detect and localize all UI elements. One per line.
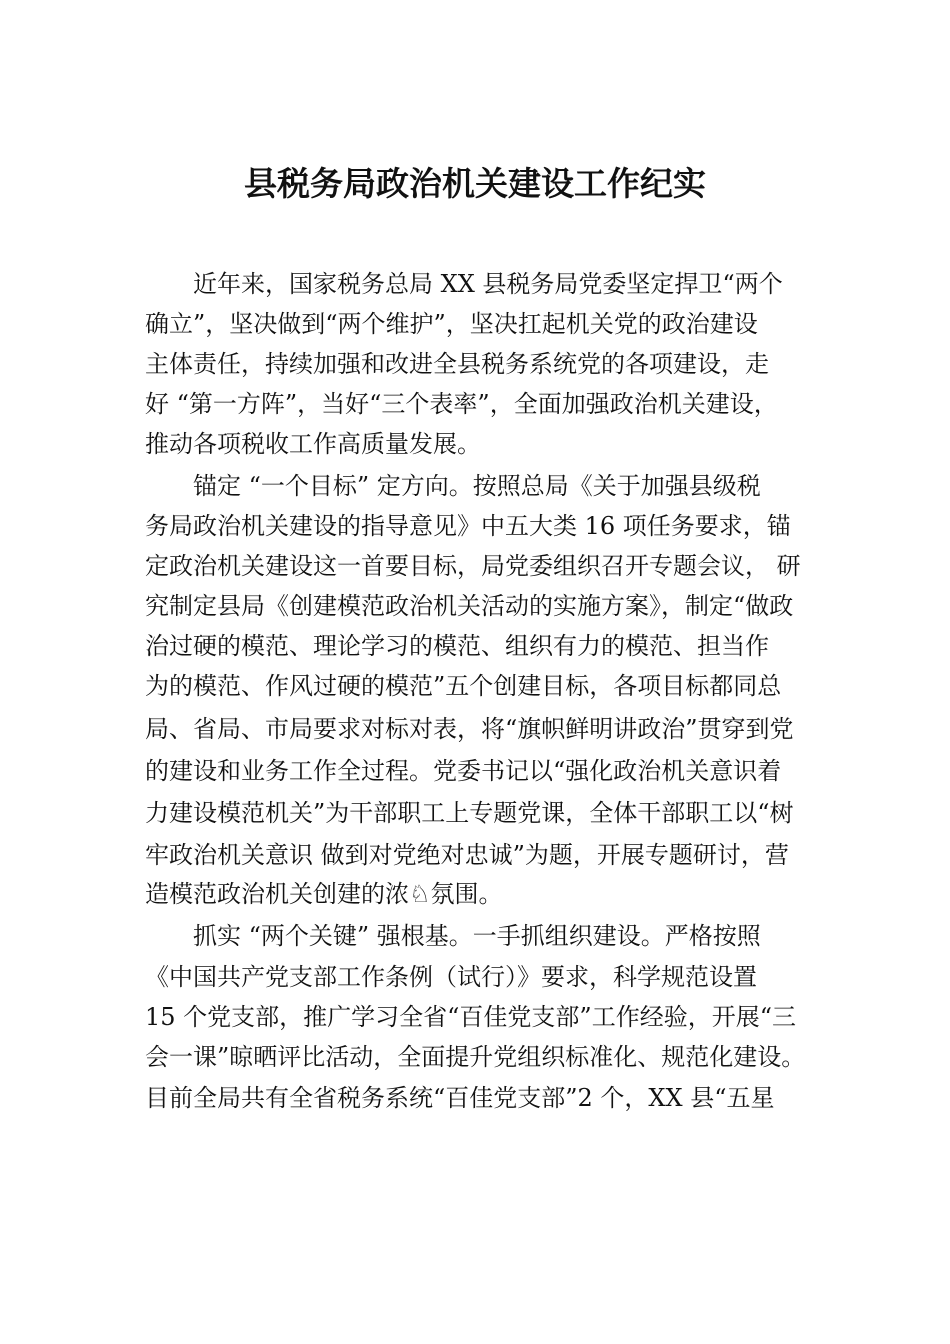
paragraph-2-line-6: 为的模范、作风过硬的模范”五个创建目标，各项目标都同总 [145, 672, 782, 700]
paragraph-3-line-2: 《中国共产党支部工作条例（试行）》要求，科学规范设置 [145, 963, 757, 991]
paragraph-2-line-2: 务局政治机关建设的指导意见》中五大类 16 项任务要求，锚 [145, 512, 791, 540]
paragraph-2-line-3: 定政治机关建设这一首要目标，局党委组织召开专题会议， 研 [145, 552, 801, 580]
paragraph-2-line-4: 究制定县局《创建模范政治机关活动的实施方案》，制定“做政 [145, 592, 794, 620]
paragraph-1-line-1: 近年来，国家税务总局 XX 县税务局党委坚定捍卫“两个 [193, 270, 783, 298]
paragraph-3-line-1: 抓实 “两个关键” 强根基。一手抓组织建设。严格按照 [193, 922, 761, 950]
paragraph-3-line-5: 目前全局共有全省税务系统“百佳党支部”2 个，XX 县“五星 [145, 1084, 775, 1112]
paragraph-1-line-3: 主体责任，持续加强和改进全县税务系统党的各项建设，走 [145, 350, 769, 378]
paragraph-2-line-7: 局、省局、市局要求对标对表，将“旗帜鲜明讲政治”贯穿到党 [145, 715, 794, 743]
paragraph-2-line-10: 牢政治机关意识 做到对党绝对忠诚”为题，开展专题研讨，营 [145, 841, 789, 869]
paragraph-2-line-9: 力建设模范机关”为干部职工上专题党课，全体干部职工以“树 [145, 799, 794, 827]
paragraph-3-line-4: 会一课”晾晒评比活动，全面提升党组织标准化、规范化建设。 [145, 1043, 806, 1071]
paragraph-1-line-5: 推动各项税收工作高质量发展。 [145, 430, 481, 458]
paragraph-2-line-11: 造模范政治机关创建的浓♘氛围。 [145, 880, 503, 908]
paragraph-2-line-8: 的建设和业务工作全过程。党委书记以“强化政治机关意识着 [145, 757, 782, 785]
paragraph-2-line-5: 治过硬的模范、理论学习的模范、组织有力的模范、担当作 [145, 632, 769, 660]
paragraph-1-line-4: 好 “第一方阵”，当好“三个表率”，全面加强政治机关建设， [145, 390, 778, 418]
paragraph-1-line-2: 确立”，坚决做到“两个维护”，坚决扛起机关党的政治建设 [145, 310, 758, 338]
document-title: 县税务局政治机关建设工作纪实 [244, 164, 706, 203]
paragraph-2-line-1: 锚定 “一个目标” 定方向。按照总局《关于加强县级税 [193, 472, 761, 500]
paragraph-3-line-3: 15 个党支部，推广学习全省“百佳党支部”工作经验，开展“三 [145, 1003, 796, 1031]
